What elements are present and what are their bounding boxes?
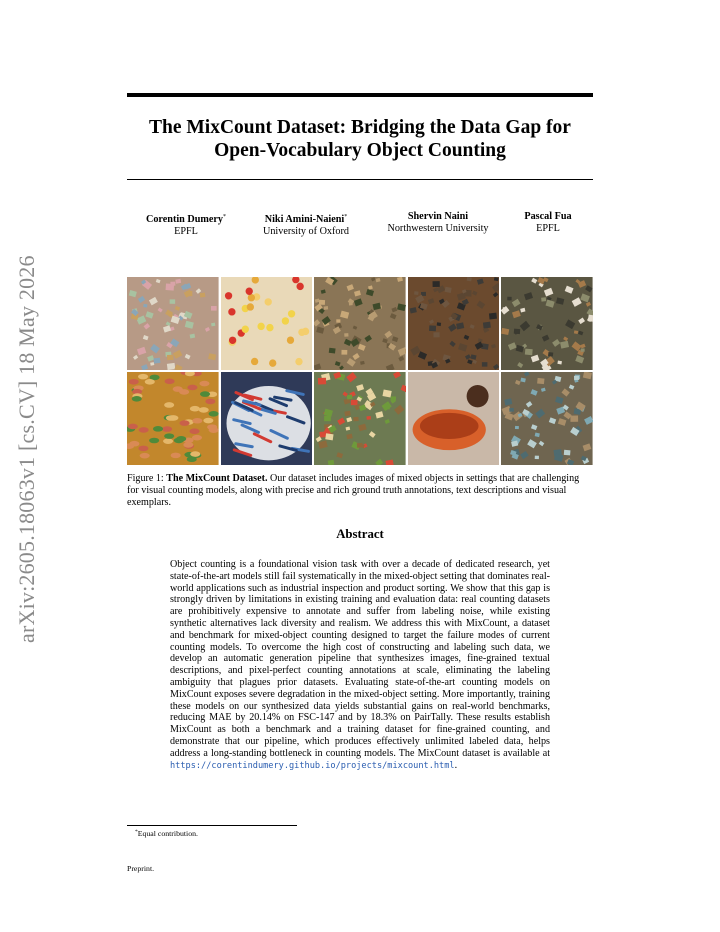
author-affiliation: EPFL (174, 226, 198, 237)
author-3 (373, 211, 503, 235)
author-name: Corentin Dumery (145, 214, 224, 225)
abstract-heading: Abstract (336, 527, 384, 541)
author-affiliation: Northwestern University (387, 223, 489, 234)
figure-image-seeds (127, 372, 219, 465)
figure-image-scatter-dark (501, 277, 593, 370)
author-1 (127, 211, 245, 238)
figure-image-pens (221, 372, 313, 465)
abstract-body (170, 559, 550, 772)
dataset-link[interactable]: https://corentindumery.github.io/projects/mixcount.html (170, 760, 455, 771)
figure-image-dark-pieces (408, 277, 500, 370)
author-name: Shervin Naini (407, 211, 469, 222)
paper-title: The MixCount Dataset: Bridging the Data Gap for Open-Vocabulary Object Counting (149, 117, 571, 161)
figure-image-basket (314, 372, 406, 465)
figure-image-grid (127, 277, 593, 465)
footnote-rule (127, 825, 297, 826)
title-bottom-rule (127, 179, 593, 180)
author-name: Niki Amini-Naieni (264, 214, 345, 225)
footnote-text: Equal contribution. (137, 829, 198, 838)
figure-image-scatter-floor (314, 277, 406, 370)
author-name: Pascal Fua (524, 211, 572, 222)
author-affiliation: University of Oxford (262, 226, 349, 237)
caption-title: The MixCount Dataset. (166, 473, 268, 484)
caption-label: Figure 1: (127, 473, 164, 484)
equal-contribution-mark: * (344, 214, 348, 220)
arxiv-identifier: arXiv:2605.18063v1 [cs.CV] 18 May 2026 (14, 255, 39, 643)
figure-image-crate (501, 372, 593, 465)
figure-image-balls (221, 277, 313, 370)
title-top-rule (127, 93, 593, 97)
author-2 (251, 211, 361, 238)
figure-caption (127, 473, 593, 509)
abstract-text: Object counting is a foundational vision task with over a decade of dedicated research, yet state-of-the-art models still fail systematically in the mixed-object setting that dominates real-world applications such as industrial inspection and product sorting. We show that this gap is strongly driven by limitations in existing training and evaluation data: real counting datasets are prohibitively expensive to annotate and suffer from labeling noise, while existing synthetic alternatives lack diversity and realism. We address this with MixCount, a dataset and benchmark for mixed-object counting designed to target the failure modes of current counting models. To overcome the high cost of constructing and labeling such data, we develop an automatic generation pipeline that synthesizes images, fine-grained textual descriptions, and pixel-perfect counting annotations at scale, eliminating the labeling ambiguity that plagues prior datasets. Evaluating state-of-the-art counting models on MixCount exposes severe degradation in the mixed-object setting. More importantly, training these models on our synthesized data yields substantial gains on real-world benchmarks, reducing MAE by 20.14% on FSC-147 and by 18.3% on PairTally. These results establish MixCount as both a benchmark and a training dataset for fine-grained counting, and demonstrate that our pipeline, which produces effectively unlimited labeled data, helps address a long-standing bottleneck in counting models. The MixCount dataset is available at (170, 559, 550, 759)
equal-contribution-mark: * (223, 214, 227, 220)
footnote (135, 829, 198, 838)
figure-image-cubes (127, 277, 219, 370)
preprint-label: Preprint. (127, 864, 155, 873)
figure-image-bowl (408, 372, 500, 465)
caption-text: Our dataset includes images of mixed objects in settings that are challenging for visual counting models, along with precise and rich ground truth annotations, text descriptions and visual exemplars. (127, 473, 580, 508)
author-4 (511, 211, 585, 235)
abstract-end: . (454, 759, 458, 771)
footnote-mark: * (135, 829, 138, 835)
author-affiliation: EPFL (536, 223, 560, 234)
